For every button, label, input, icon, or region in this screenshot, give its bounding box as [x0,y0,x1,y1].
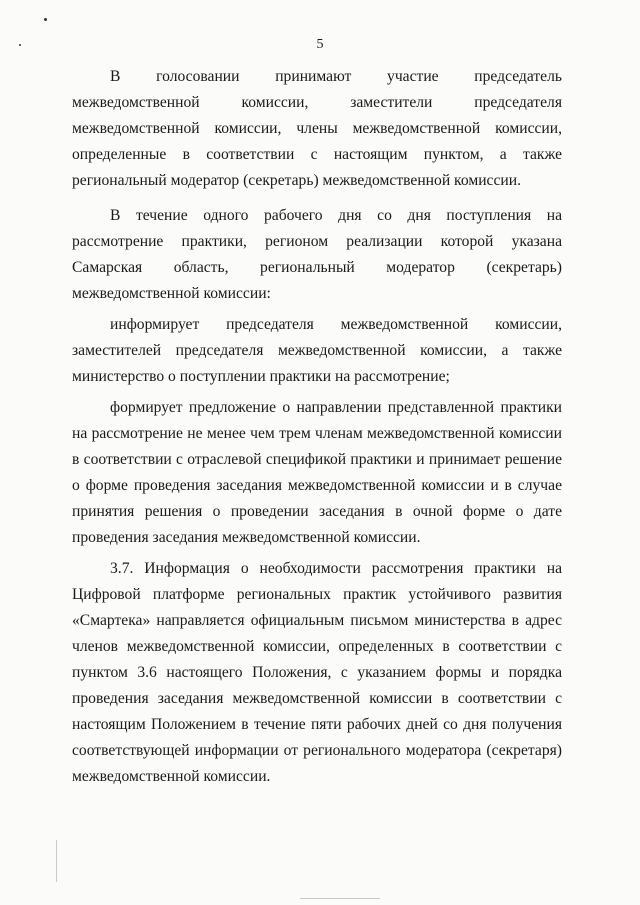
paragraph-moderator-duties: В течение одного рабочего дня со дня поступления на рассмотрение практики, регионом реализации которой указана Самарская область, региональный модератор (секретарь) межведомственной комиссии: [72,206,562,303]
paragraph-voting-participants: В голосовании принимают участие председатель межведомственной комиссии, заместители председателя межведомственной комиссии, члены межведомственной комиссии, определенные в соответствии с настоящим пунктом, а также региональный модератор (секретарь) межведомственной комиссии. [72,68,562,190]
scan-speck [44,18,47,21]
page-number: 5 [316,37,324,52]
paragraph-section-3-7: 3.7. Информация о необходимости рассмотрения практики на Цифровой платформе региональных практик устойчивого развития «Смартека» направляется официальным письмом министерства в адрес членов межведомственной комиссии, определенных в соответствии с пунктом 3.6 настоящего Положения, с указанием формы и порядка проведения заседания межведомственной комиссии в соответствии с настоящим Положением в течение пяти рабочих дней со дня получения соответствующей информации от регионального модератора (секретаря) межведомственной комиссии. [72,559,562,786]
scan-edge-mark [56,840,57,882]
paragraph-forms-proposal: формирует предложение о направлении представленной практики на рассмотрение не менее чем трем членам межведомственной комиссии в соответствии с отраслевой спецификой практики и принимает решение о форме проведения заседания межведомственной комиссии и в случае принятия решения о проведении заседания в очной форме о дате проведения заседания межведомственной комиссии. [72,398,562,547]
document-body [72,64,562,791]
paragraph-informs: информирует председателя межведомственной комиссии, заместителей председателя межведомственной комиссии, а также министерство о поступлении практики на рассмотрение; [72,315,562,386]
scan-edge-mark [300,898,380,899]
